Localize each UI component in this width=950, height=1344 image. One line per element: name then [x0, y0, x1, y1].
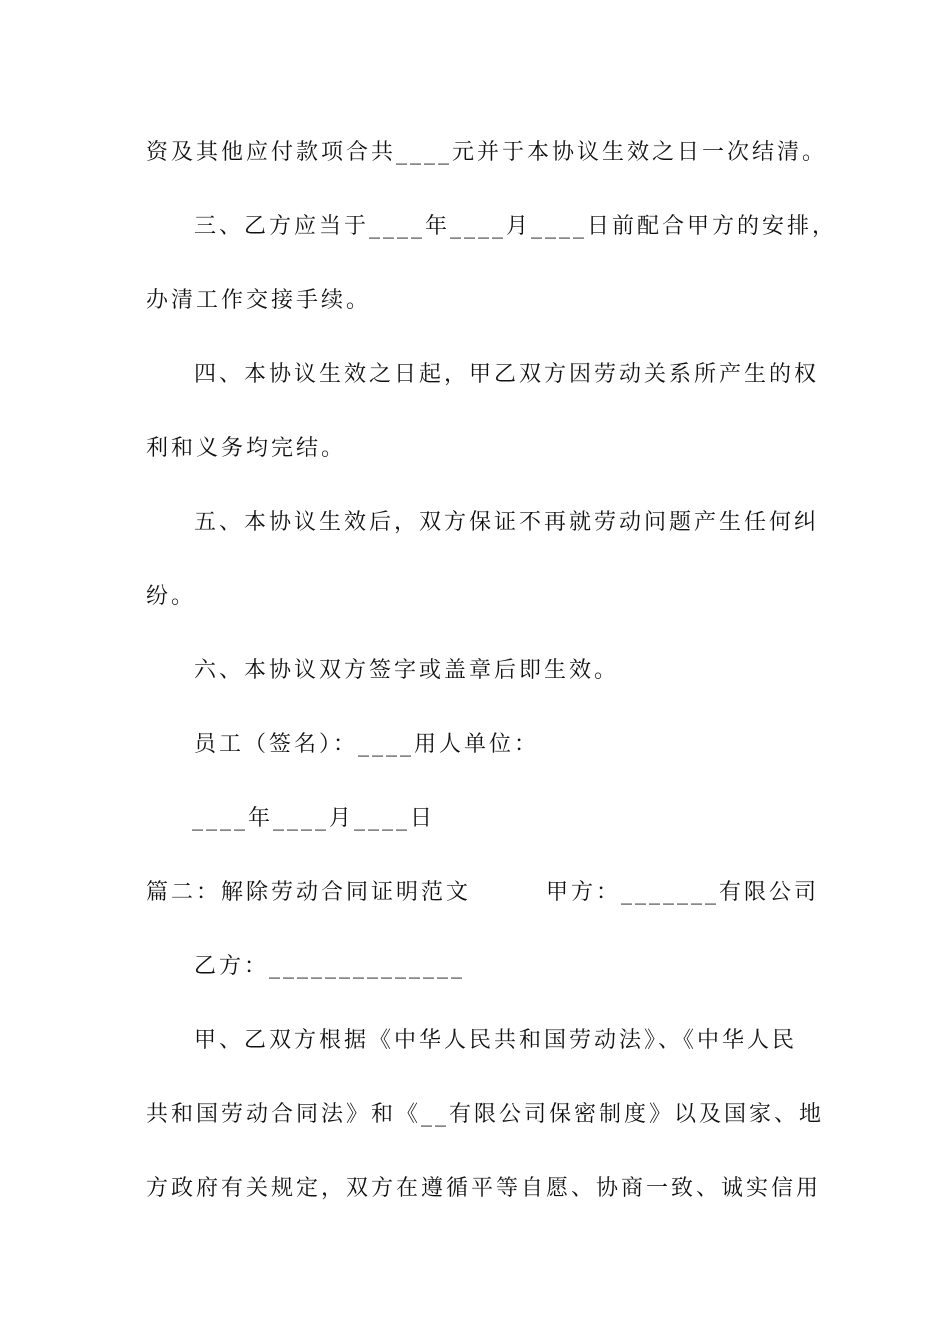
signature-line: 员工（签名）：____用人单位：	[194, 732, 540, 757]
text-line-clause-4: 四、本协议生效之日起，甲乙双方因劳动关系所产生的权	[194, 362, 820, 387]
text-line-clause-3-cont: 办清工作交接手续。	[146, 288, 372, 313]
text-line-clause-4-cont: 利和义务均完结。	[146, 436, 347, 461]
text-line-clause-6: 六、本协议双方签字或盖章后即生效。	[194, 658, 620, 683]
party-b-line: 乙方：______________	[194, 954, 466, 979]
text-line-clause-5-cont: 纷。	[146, 584, 197, 609]
text-line-legal-basis-cont-2: 方政府有关规定，双方在遵循平等自愿、协商一致、诚实信用	[146, 1176, 822, 1201]
date-line: ____年____月____日	[192, 806, 436, 831]
text-line-clause-5: 五、本协议生效后，双方保证不再就劳动问题产生任何纠	[194, 510, 820, 535]
text-line-settlement: 资及其他应付款项合共____元并于本协议生效之日一次结清。	[146, 140, 828, 165]
text-line-legal-basis-cont: 共和国劳动合同法》和《__有限公司保密制度》以及国家、地	[146, 1102, 825, 1127]
text-line-clause-3: 三、乙方应当于____年____月____日前配合甲方的安排，	[194, 214, 838, 239]
text-line-legal-basis: 甲、乙双方根据《中华人民共和国劳动法》、《中华人民	[194, 1028, 798, 1053]
section-heading-part-2: 篇二：解除劳动合同证明范文 甲方：_______有限公司	[146, 880, 820, 905]
